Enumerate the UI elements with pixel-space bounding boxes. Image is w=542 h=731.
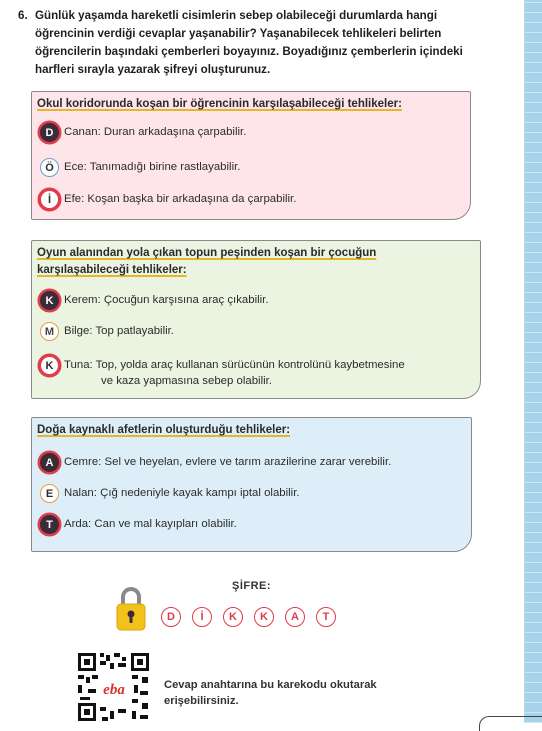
answer-text: Bilge: Top patlayabilir. — [64, 325, 174, 337]
letter-badge[interactable]: İ — [40, 190, 59, 209]
padlock-icon — [114, 585, 148, 631]
question-block — [18, 7, 498, 79]
panel-school-corridor — [31, 91, 471, 220]
letter-badge[interactable]: A — [40, 453, 59, 472]
qr-logo-text: eba — [103, 682, 125, 698]
password-letter-circle[interactable]: K — [223, 607, 243, 627]
panel-title: Okul koridorunda koşan bir öğrencinin karşılaşabileceği tehlikeler: — [37, 98, 402, 110]
answer-row[interactable] — [40, 291, 269, 310]
answer-text: Ece: Tanımadığı birine rastlayabilir. — [64, 161, 241, 173]
panel-title: Oyun alanından yola çıkan topun peşinden koşan bir çocuğun karşılaşabileceği tehlikeler: — [37, 247, 377, 276]
panel-playground-road — [31, 240, 481, 399]
answer-row[interactable] — [40, 356, 405, 389]
panel-title: Doğa kaynaklı afetlerin oluşturduğu tehlikeler: — [37, 424, 291, 436]
answer-text: Arda: Can ve mal kayıpları olabilir. — [64, 518, 237, 530]
letter-badge[interactable]: E — [40, 484, 59, 503]
password-letter-circle[interactable]: T — [316, 607, 336, 627]
answer-row[interactable] — [40, 158, 240, 177]
letter-badge[interactable]: K — [40, 291, 59, 310]
letter-badge[interactable]: T — [40, 515, 59, 534]
question-text: Günlük yaşamda hareketli cisimlerin sebep olabileceği durumlarda hangi öğrencinin verdiği cevaplar yaşanabilir? Yaşanabilecek tehlikeleri belirten öğrencilerin başındaki çemberleri boyayınız. Boyadığınız çemberlerin içindeki harfleri sırayla yazarak şifreyi oluşturunuz. — [35, 9, 463, 76]
password-letter-circle[interactable]: A — [285, 607, 305, 627]
answer-text: Kerem: Çocuğun karşısına araç çıkabilir. — [64, 294, 269, 306]
question-number: 6. — [18, 9, 28, 22]
answer-row[interactable] — [40, 322, 174, 341]
answer-row[interactable] — [40, 453, 391, 472]
letter-badge[interactable]: Ö — [40, 158, 59, 177]
panel-natural-disasters — [31, 417, 472, 552]
password-letter-circle[interactable]: K — [254, 607, 274, 627]
answer-text: Tuna: Top, yolda araç kullanan sürücünün kontrolünü kaybetmesine — [64, 359, 405, 371]
answer-text: Canan: Duran arkadaşına çarpabilir. — [64, 126, 247, 138]
letter-badge[interactable]: D — [40, 123, 59, 142]
answer-text: Efe: Koşan başka bir arkadaşına da çarpabilir. — [64, 193, 297, 205]
page-corner-decoration — [479, 716, 542, 731]
answer-text: Cemre: Sel ve heyelan, evlere ve tarım arazilerine zarar verebilir. — [64, 456, 392, 468]
answer-row[interactable] — [40, 190, 296, 209]
answer-text: Nalan: Çığ nedeniyle kayak kampı iptal olabilir. — [64, 487, 300, 499]
letter-badge[interactable]: K — [40, 356, 59, 375]
answer-text-block — [64, 357, 405, 389]
letter-badge[interactable]: M — [40, 322, 59, 341]
password-label: ŞİFRE: — [232, 580, 272, 592]
qr-code[interactable] — [76, 651, 151, 723]
password-letter-circle[interactable]: D — [161, 607, 181, 627]
side-decorative-strip — [525, 0, 542, 723]
answer-text-continued: ve kaza yapmasına sebep olabilir. — [101, 375, 272, 387]
qr-caption: Cevap anahtarına bu karekodu okutarak erişebilirsiniz. — [164, 679, 377, 707]
answer-row[interactable] — [40, 515, 237, 534]
answer-row[interactable] — [40, 123, 246, 142]
answer-row[interactable] — [40, 484, 300, 503]
password-letter-circle[interactable]: İ — [192, 607, 212, 627]
password-letters — [161, 607, 336, 627]
